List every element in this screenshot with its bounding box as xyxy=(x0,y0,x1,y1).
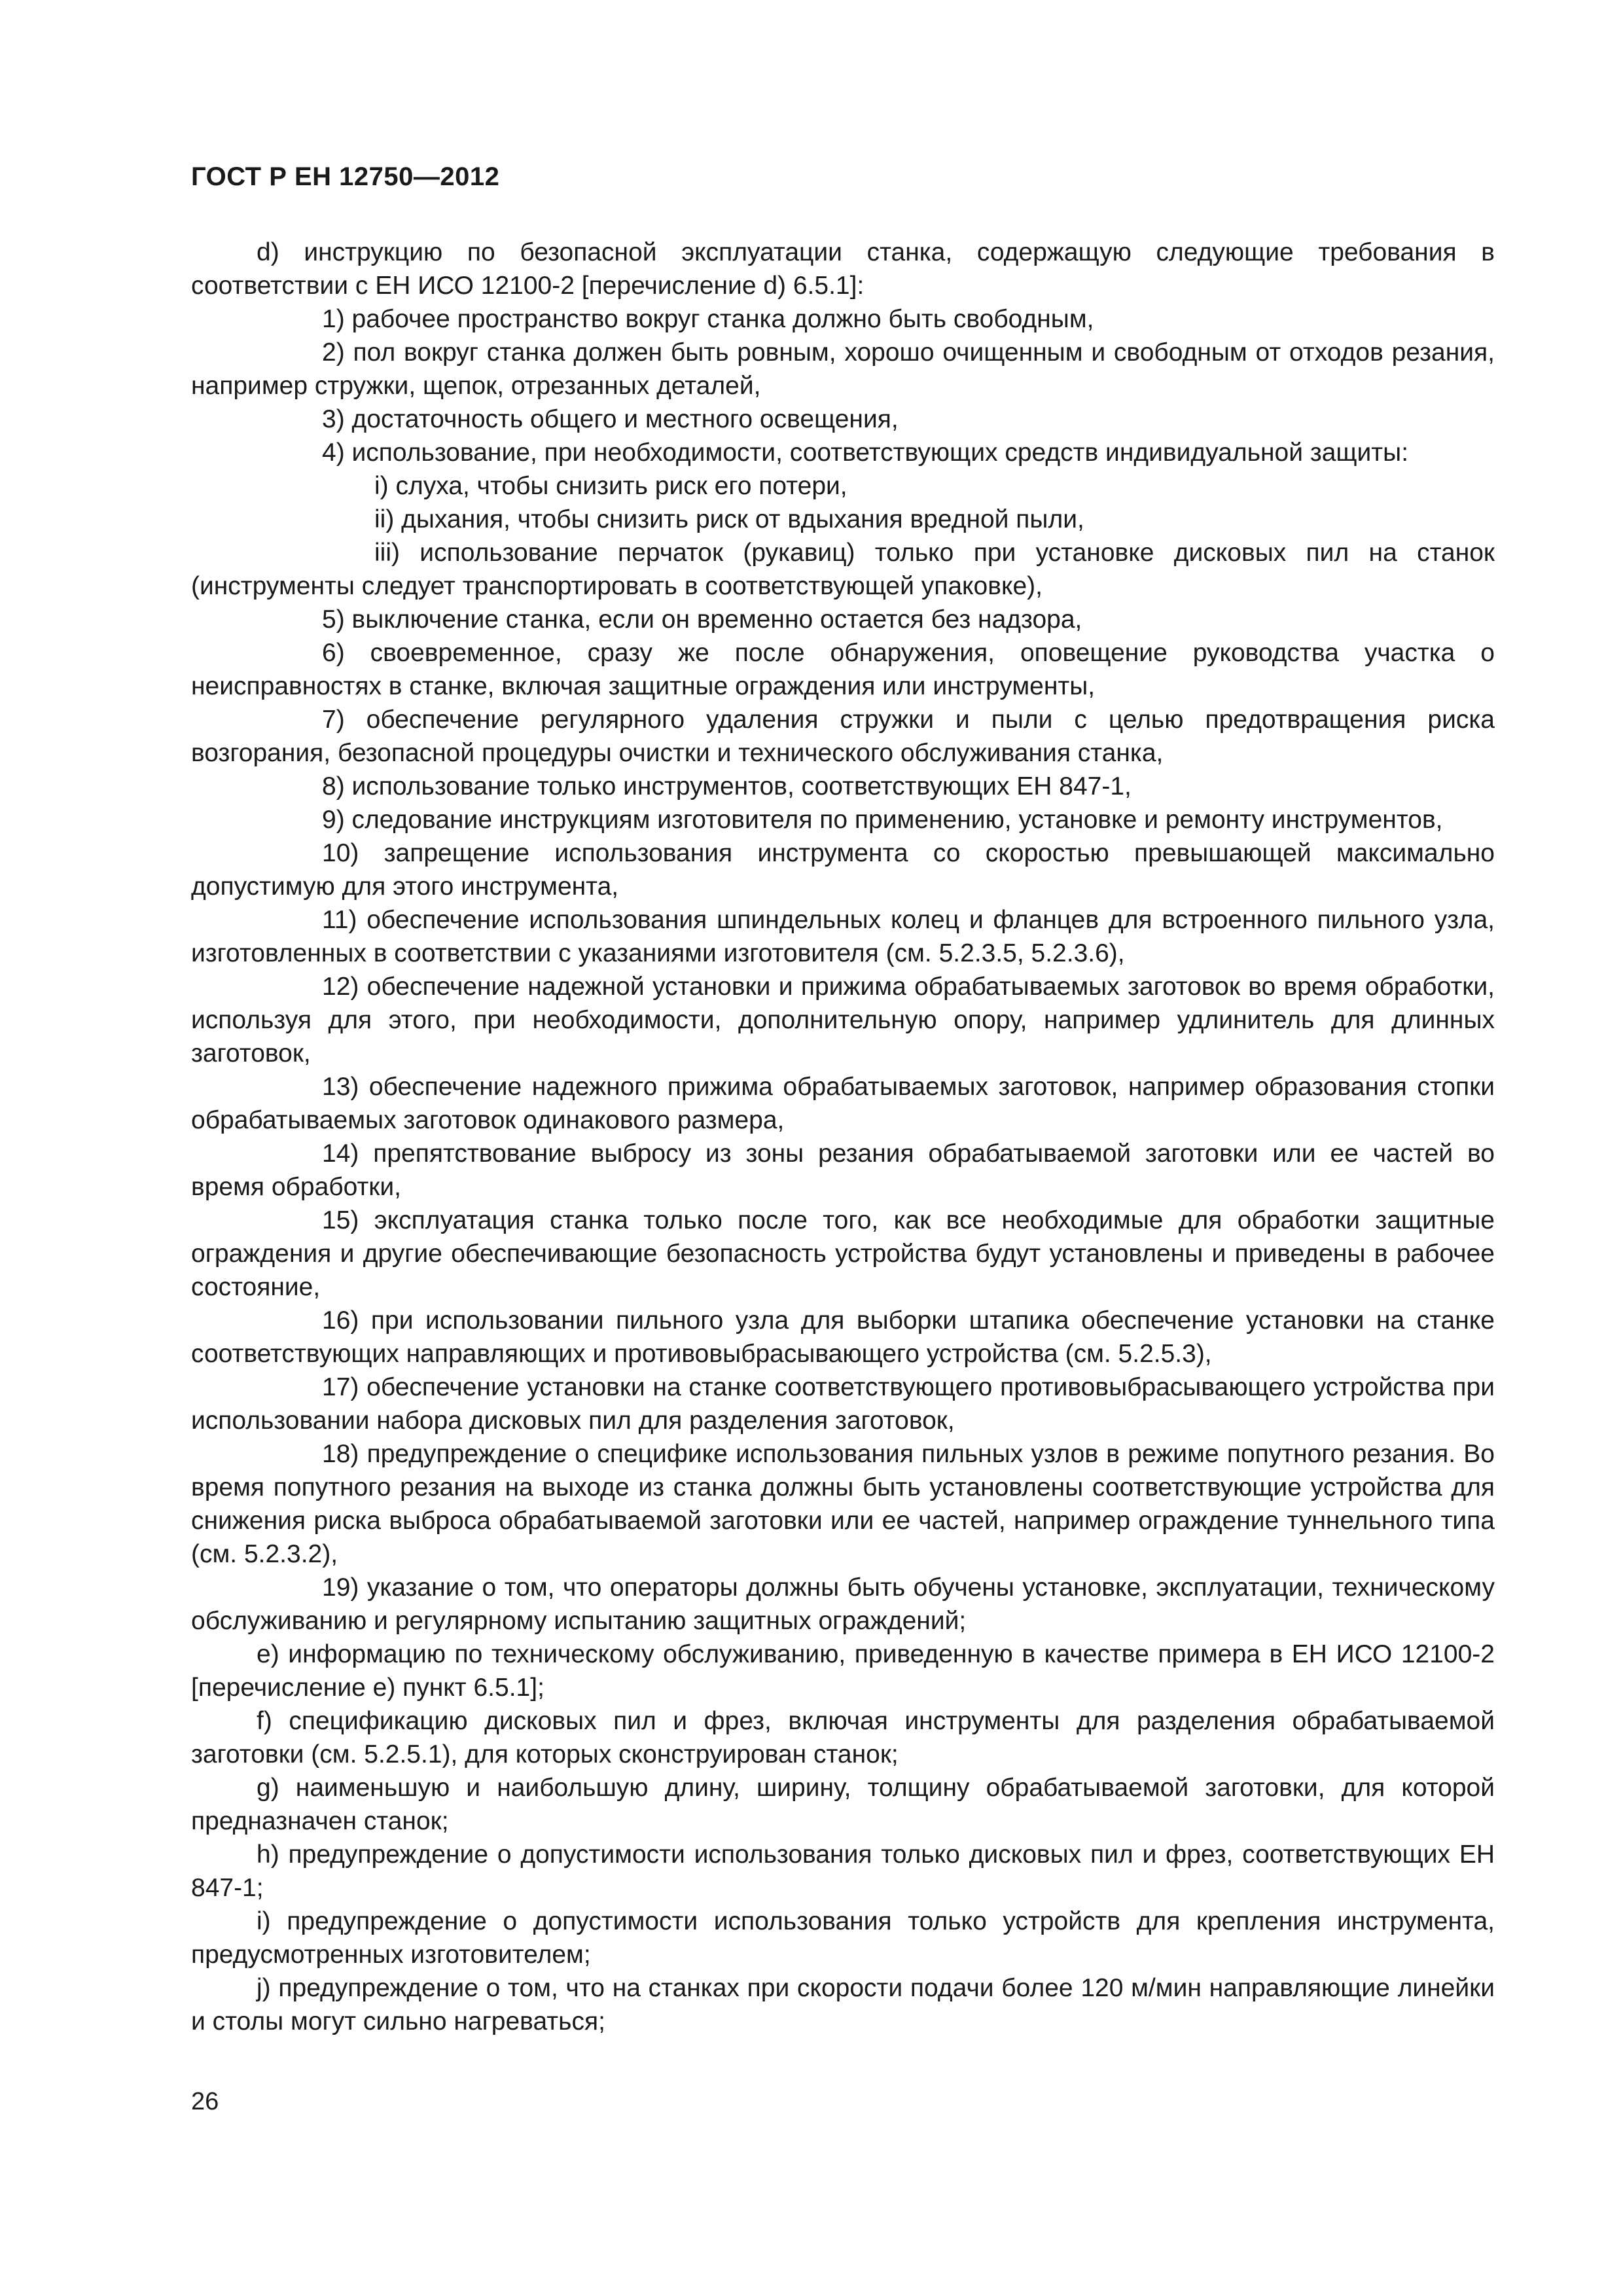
page-number: 26 xyxy=(191,2088,219,2115)
paragraph-item: 11) обеспечение использования шпиндельных колец и фланцев для встроенного пильного узла, изготовленных в соответствии с указаниями изготовителя (см. 5.2.3.5, 5.2.3.6), xyxy=(191,906,1495,967)
paragraph-item: 2) пол вокруг станка должен быть ровным, хорошо очищенным и свободным от отходов резания, например стружки, щепок, отрезанных деталей, xyxy=(191,338,1495,400)
paragraph-item: 19) указание о том, что операторы должны быть обучены установке, эксплуатации, техническому обслуживанию и регулярному испытанию защитных ограждений; xyxy=(191,1573,1495,1635)
paragraph-item: j) предупреждение о том, что на станках при скорости подачи более 120 м/мин направляющие линейки и столы могут сильно нагреваться; xyxy=(191,1974,1495,2036)
paragraph-item: 15) эксплуатация станка только после того, как все необходимые для обработки защитные ограждения и другие обеспечивающие безопасность устройства будут установлены и приведены в рабочее состояние, xyxy=(191,1206,1495,1301)
paragraph-item: i) слуха, чтобы снизить риск его потери, xyxy=(374,472,847,500)
paragraph-item: 18) предупреждение о специфике использования пильных узлов в режиме попутного резания. Во время попутного резания на выходе из станка должны быть установлены соответствующие устройства для снижения риска выброса обрабатываемой заготовки или ее частей, например ограждение туннельного типа (см. 5.2.3.2), xyxy=(191,1440,1495,1568)
paragraph-item: 14) препятствование выбросу из зоны резания обрабатываемой заготовки или ее частей во время обработки, xyxy=(191,1139,1495,1201)
paragraph-item: 5) выключение станка, если он временно остается без надзора, xyxy=(322,605,1082,634)
paragraph-item: 16) при использовании пильного узла для выборки штапика обеспечение установки на станке соответствующих направляющих и противовыбрасывающего устройства (см. 5.2.5.3), xyxy=(191,1306,1495,1368)
paragraph-item: iii) использование перчаток (рукавиц) только при установке дисковых пил на станок (инструменты следует транспортировать в соответствующей упаковке), xyxy=(191,539,1495,600)
paragraph-item: g) наименьшую и наибольшую длину, ширину, толщину обрабатываемой заготовки, для которой предназначен станок; xyxy=(191,1774,1495,1835)
paragraph-item: 4) использование, при необходимости, соответствующих средств индивидуальной защиты: xyxy=(322,439,1409,467)
paragraph-item: h) предупреждение о допустимости использования только дисковых пил и фрез, соответствующих ЕН 847-1; xyxy=(191,1840,1495,1902)
paragraph-item: ii) дыхания, чтобы снизить риск от вдыхания вредной пыли, xyxy=(374,505,1084,533)
paragraph-item: 12) обеспечение надежной установки и прижима обрабатываемых заготовок во время обработки, используя для этого, при необходимости, дополнительную опору, например удлинитель для длинных заготовок, xyxy=(191,973,1495,1067)
paragraph-item: e) информацию по техническому обслуживанию, приведенную в качестве примера в ЕН ИСО 12100-2 [перечисление e) пункт 6.5.1]; xyxy=(191,1640,1495,1702)
document-header: ГОСТ Р ЕН 12750—2012 xyxy=(191,162,500,191)
paragraph-item: 9) следование инструкциям изготовителя по применению, установке и ремонту инструментов, xyxy=(322,806,1443,834)
paragraph-item: 1) рабочее пространство вокруг станка должно быть свободным, xyxy=(322,305,1094,333)
paragraph-item: 3) достаточность общего и местного освещения, xyxy=(322,405,899,433)
paragraph-item: 6) своевременное, сразу же после обнаружения, оповещение руководства участка о неисправностях в станке, включая защитные ограждения или инструменты, xyxy=(191,639,1495,700)
document-body xyxy=(191,236,1495,2038)
paragraph-item: 17) обеспечение установки на станке соответствующего противовыбрасывающего устройства при использовании набора дисковых пил для разделения заготовок, xyxy=(191,1373,1495,1435)
paragraph-item: f) спецификацию дисковых пил и фрез, включая инструменты для разделения обрабатываемой заготовки (см. 5.2.5.1), для которых сконструирован станок; xyxy=(191,1707,1495,1768)
paragraph-item: 7) обеспечение регулярного удаления стружки и пыли с целью предотвращения риска возгорания, безопасной процедуры очистки и технического обслуживания станка, xyxy=(191,706,1495,767)
paragraph-item: 13) обеспечение надежного прижима обрабатываемых заготовок, например образования стопки обрабатываемых заготовок одинакового размера, xyxy=(191,1073,1495,1134)
paragraph-item: 8) использование только инструментов, соответствующих ЕН 847-1, xyxy=(322,772,1132,800)
paragraph-item: i) предупреждение о допустимости использования только устройств для крепления инструмента, предусмотренных изготовителем; xyxy=(191,1907,1495,1969)
paragraph-item: 10) запрещение использования инструмента со скоростью превышающей максимально допустимую для этого инструмента, xyxy=(191,839,1495,901)
paragraph-item: d) инструкцию по безопасной эксплуатации станка, содержащую следующие требования в соответствии с ЕН ИСО 12100-2 [перечисление d) 6.5.1]: xyxy=(191,238,1495,300)
